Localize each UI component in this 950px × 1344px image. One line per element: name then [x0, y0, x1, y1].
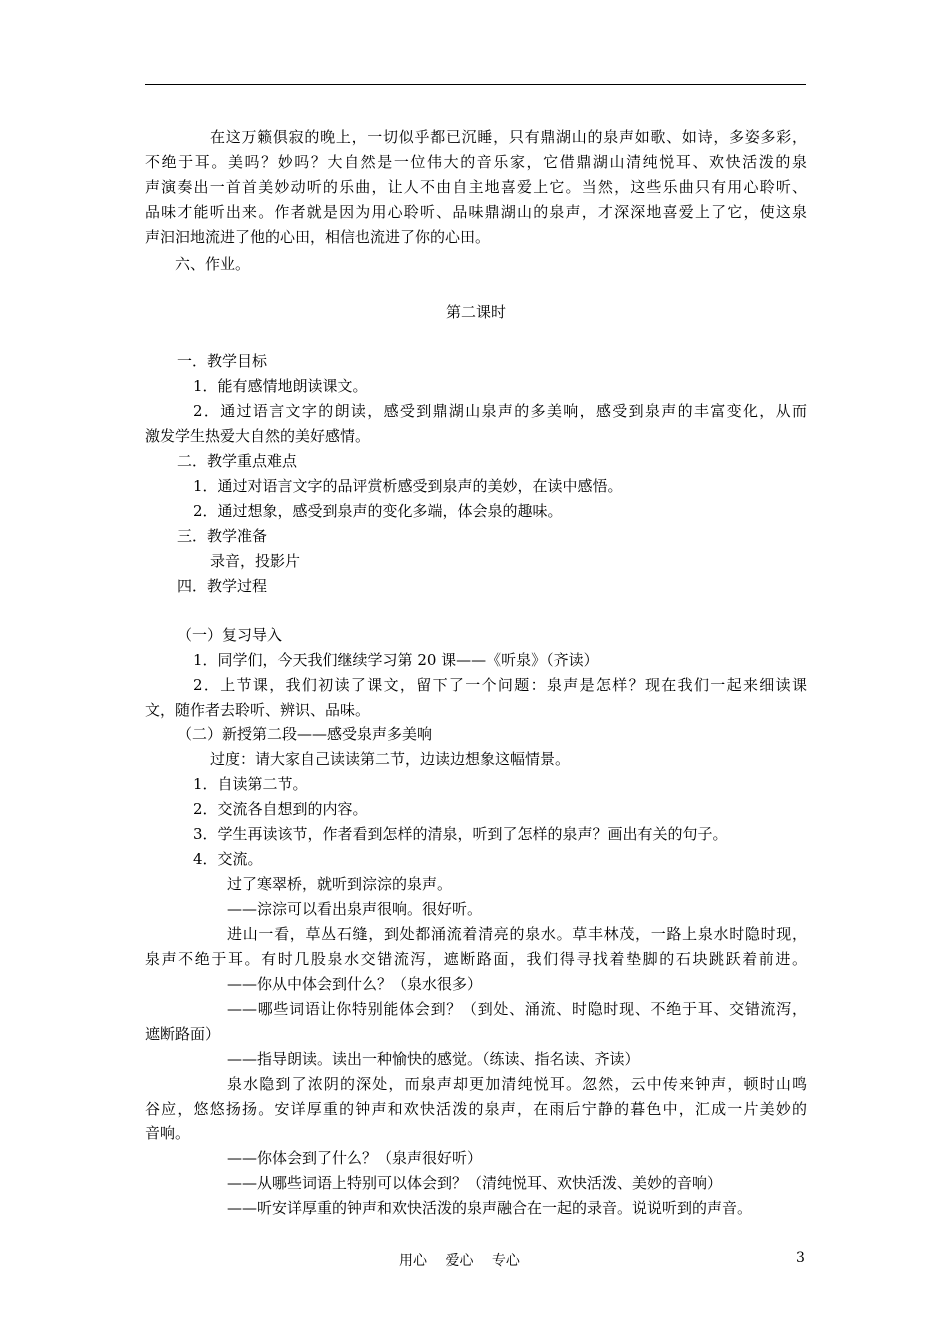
text-line: ——淙淙可以看出泉声很响。很好听。: [227, 900, 483, 918]
text-line: 三．教学准备: [177, 527, 268, 545]
text-line: 1．通过对语言文字的品评赏析感受到泉声的美妙，在读中感悟。: [193, 477, 623, 495]
text-line: 过了寒翠桥，就听到淙淙的泉声。: [227, 875, 453, 893]
text-line: 二．教学重点难点: [177, 452, 298, 470]
text-line: 声汩汩地流进了他的心田，相信也流进了你的心田。: [145, 228, 491, 246]
text-line: 不绝于耳。美吗？妙吗？大自然是一位伟大的音乐家，它借鼎湖山清纯悦耳、欢快活泼的泉: [145, 153, 807, 171]
text-line: 在这万籁俱寂的晚上，一切似乎都已沉睡，只有鼎湖山的泉声如歌、如诗，多姿多彩，: [210, 128, 807, 146]
text-line: 声演奏出一首首美妙动听的乐曲，让人不由自主地喜爱上它。当然，这些乐曲只有用心聆听、: [145, 178, 807, 196]
text-line: 2．上节课，我们初读了课文，留下了一个问题：泉声是怎样？现在我们一起来细读课: [193, 676, 807, 694]
text-line: 一．教学目标: [177, 352, 268, 370]
text-line: 1．自读第二节。: [193, 775, 308, 793]
text-line: 四．教学过程: [177, 577, 268, 595]
text-line: （二）新授第二段——感受泉声多美响: [177, 725, 433, 743]
text-line: 4．交流。: [193, 850, 263, 868]
text-line: 进山一看，草丛石缝，到处都涌流着清亮的泉水。草丰林茂，一路上泉水时隐时现，: [227, 925, 807, 943]
text-line: ——你体会到了什么？（泉声很好听）: [227, 1149, 483, 1167]
text-line: 3．学生再读该节，作者看到怎样的清泉，听到了怎样的泉声？画出有关的句子。: [193, 825, 728, 843]
text-line: 泉声不绝于耳。有时几股泉水交错流泻，遮断路面，我们得寻找着垫脚的石块跳跃着前进。: [145, 950, 807, 968]
text-line: ——哪些词语让你特别能体会到？（到处、涌流、时隐时现、不绝于耳、交错流泻，: [227, 1000, 807, 1018]
text-line: 过度：请大家自己读读第二节，边读边想象这幅情景。: [210, 750, 571, 768]
text-line: ——听安详厚重的钟声和欢快活泼的泉声融合在一起的录音。说说听到的声音。: [227, 1199, 753, 1217]
text-line: 2．交流各自想到的内容。: [193, 800, 368, 818]
text-line: ——你从中体会到什么？（泉水很多）: [227, 975, 483, 993]
text-line: 泉水隐到了浓阴的深处，而泉声却更加清纯悦耳。忽然，云中传来钟声，顿时山鸣: [227, 1075, 807, 1093]
text-line: 六、作业。: [175, 255, 251, 273]
text-line: 1．能有感情地朗读课文。: [193, 377, 368, 395]
text-line: 1．同学们，今天我们继续学习第 20 课——《听泉》（齐读）: [193, 651, 599, 669]
text-line: （一）复习导入: [177, 626, 283, 644]
header-rule: [145, 84, 806, 85]
text-line: 音响。: [145, 1124, 191, 1142]
text-line: 2．通过语言文字的朗读，感受到鼎湖山泉声的多美响，感受到泉声的丰富变化，从而: [193, 402, 807, 420]
page-number: 3: [796, 1250, 805, 1266]
text-line: 品味才能听出来。作者就是因为用心聆听、品味鼎湖山的泉声，才深深地喜爱上了它，使这泉: [145, 203, 807, 221]
text-line: 录音，投影片: [210, 552, 301, 570]
text-line: 激发学生热爱大自然的美好感情。: [145, 427, 371, 445]
text-line: ——指导朗读。读出一种愉快的感觉。（练读、指名读、齐读）: [227, 1050, 640, 1068]
footer-slogan: 用心 爱心 专心: [399, 1253, 520, 1269]
section-heading: 第二课时: [445, 303, 506, 321]
text-line: 遮断路面）: [145, 1025, 221, 1043]
text-line: 文，随作者去聆听、辨识、品味。: [145, 701, 371, 719]
text-line: 2．通过想象，感受到泉声的变化多端，体会泉的趣味。: [193, 502, 563, 520]
text-line: 谷应，悠悠扬扬。安详厚重的钟声和欢快活泼的泉声，在雨后宁静的暮色中，汇成一片美妙的: [145, 1100, 807, 1118]
text-line: ——从哪些词语上特别可以体会到？（清纯悦耳、欢快活泼、美妙的音响）: [227, 1174, 723, 1192]
